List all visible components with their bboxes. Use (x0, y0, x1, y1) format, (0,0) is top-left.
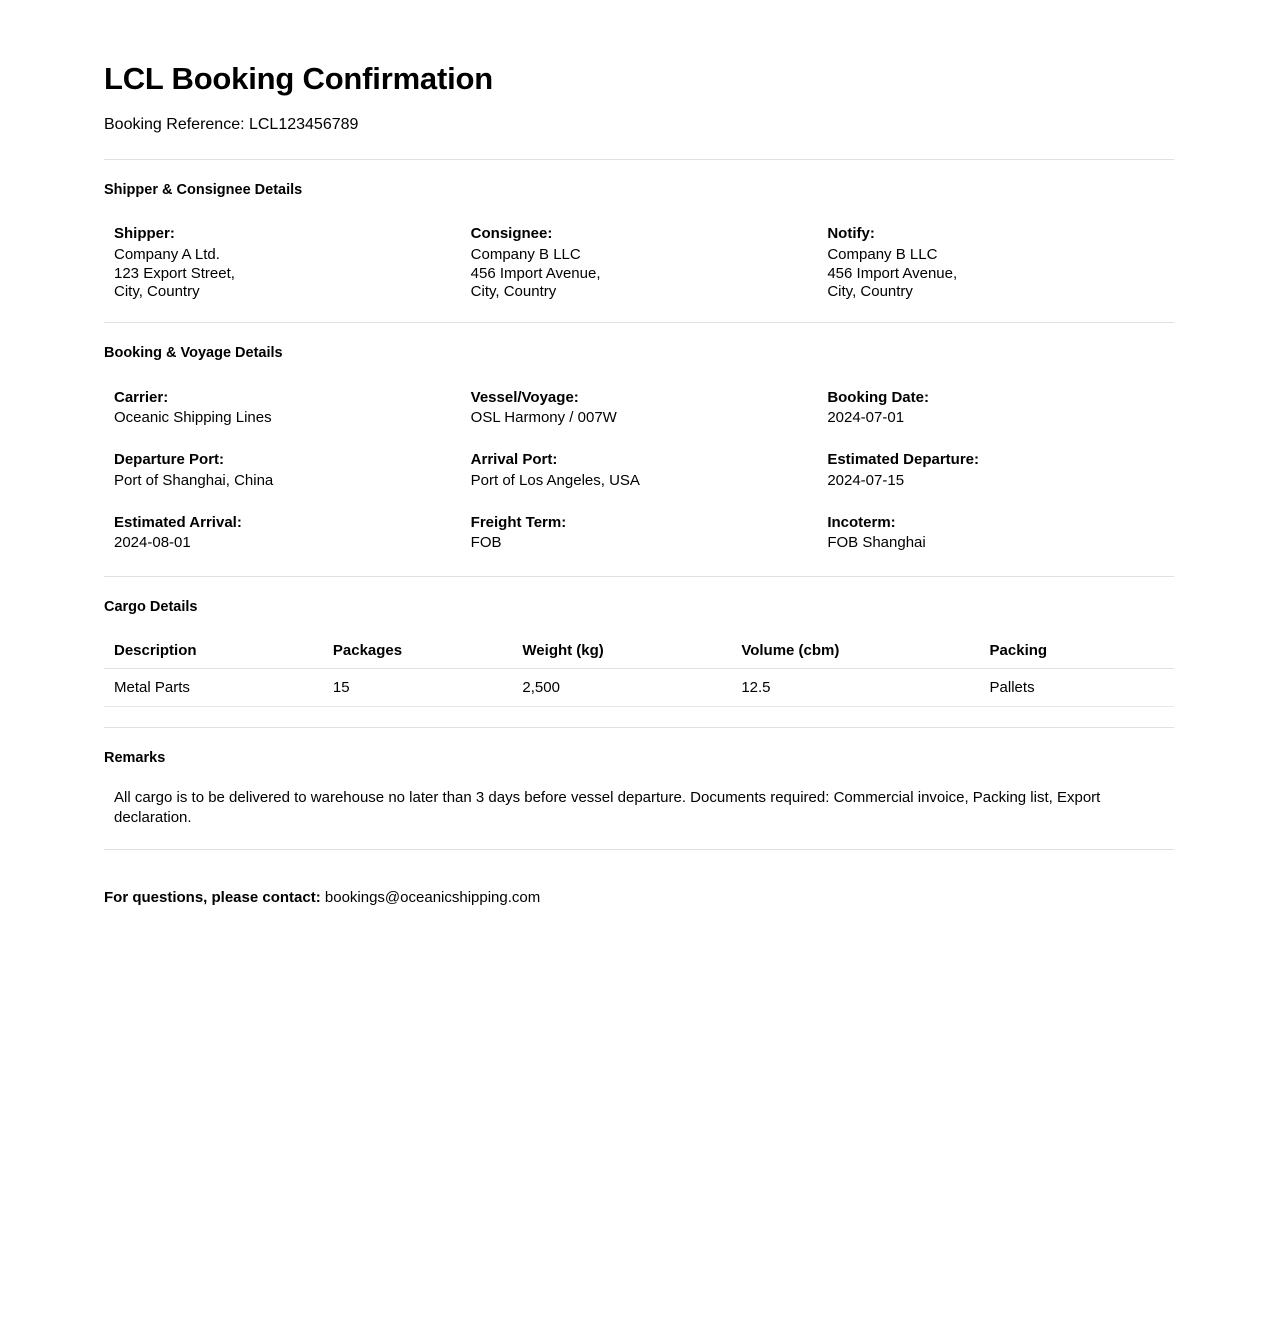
field-value: FOB (470, 534, 502, 552)
field-departure-port (104, 451, 461, 491)
field-label: Vessel/Voyage: (470, 388, 579, 406)
column-header-volume: Volume (cbm) (731, 642, 979, 669)
field-incoterm (817, 514, 1174, 554)
field-value: Oceanic Shipping Lines (114, 409, 272, 427)
field-value: Port of Shanghai, China (114, 471, 274, 489)
field-value: OSL Harmony / 007W (470, 409, 617, 427)
spacer (104, 707, 1174, 727)
party-block-notify (817, 225, 1174, 302)
field-value: 2024-08-01 (114, 534, 191, 552)
booking-reference: Booking Reference: LCL123456789 (104, 115, 359, 133)
party-block-shipper (104, 225, 461, 302)
field-vessel-voyage (461, 389, 818, 429)
party-line-street: 123 Export Street, (114, 264, 235, 282)
party-line-street: 456 Import Avenue, (827, 264, 958, 282)
contact-email: bookings@oceanicshipping.com (324, 889, 541, 907)
cell-packages: 15 (323, 669, 513, 707)
contact-label: For questions, please contact: (104, 889, 321, 907)
field-value: Port of Los Angeles, USA (470, 471, 640, 489)
party-line-city: City, Country (470, 283, 557, 301)
party-label-notify: Notify: (827, 225, 875, 243)
cargo-details-section (104, 577, 1174, 727)
field-value: FOB Shanghai (827, 534, 926, 552)
cell-volume: 12.5 (731, 669, 979, 707)
cargo-table-body (104, 669, 1174, 707)
party-label-shipper: Shipper: (114, 225, 175, 243)
field-value: 2024-07-01 (827, 409, 905, 427)
column-header-packing: Packing (980, 642, 1174, 669)
table-row (104, 669, 1174, 707)
spacer (104, 829, 1174, 849)
party-line-company: Company B LLC (470, 245, 581, 263)
cell-packing: Pallets (980, 669, 1174, 707)
cell-weight: 2,500 (512, 669, 731, 707)
party-line-company: Company B LLC (827, 245, 938, 263)
cell-description: Metal Parts (104, 669, 323, 707)
field-estimated-departure (817, 451, 1174, 491)
party-block-consignee (461, 225, 818, 302)
booking-voyage-section (104, 323, 1174, 576)
party-line-street: 456 Import Avenue, (470, 264, 601, 282)
remarks-text: All cargo is to be delivered to warehouse no later than 3 days before vessel departure. Documents required: Commercial invoice, Packing list, Export declaration. (114, 788, 1101, 827)
field-carrier (104, 389, 461, 429)
page-tail-space (104, 908, 1174, 1338)
field-arrival-port (461, 451, 818, 491)
section-heading-remarks: Remarks (104, 750, 166, 767)
column-header-description: Description (104, 642, 323, 669)
shipper-consignee-section (104, 160, 1174, 322)
field-freight-term (461, 514, 818, 554)
field-label: Estimated Arrival: (114, 513, 242, 531)
parties-columns (104, 225, 1174, 302)
column-header-weight: Weight (kg) (512, 642, 731, 669)
field-label: Arrival Port: (470, 451, 558, 468)
section-heading-cargo: Cargo Details (104, 599, 198, 615)
field-label: Estimated Departure: (827, 451, 980, 468)
section-heading-parties: Shipper & Consignee Details (104, 181, 303, 198)
cargo-table (104, 642, 1174, 707)
field-estimated-arrival (104, 514, 461, 554)
field-value: 2024-07-15 (827, 471, 905, 489)
column-header-packages: Packages (323, 642, 513, 669)
spacer (104, 302, 1174, 322)
cargo-table-head (104, 642, 1174, 669)
party-line-company: Company A Ltd. (114, 245, 220, 263)
table-header-row (104, 642, 1174, 669)
field-label: Incoterm: (827, 513, 896, 531)
field-label: Booking Date: (827, 388, 929, 406)
page-title: LCL Booking Confirmation (104, 61, 493, 96)
section-heading-voyage: Booking & Voyage Details (104, 345, 283, 362)
party-line-city: City, Country (114, 283, 200, 301)
party-label-consignee: Consignee: (470, 225, 553, 243)
field-label: Freight Term: (470, 513, 567, 531)
field-label: Carrier: (114, 388, 169, 406)
party-line-city: City, Country (827, 283, 913, 301)
field-booking-date (817, 389, 1174, 429)
remarks-section (104, 728, 1174, 849)
voyage-field-grid (104, 389, 1174, 577)
field-label: Departure Port: (114, 451, 225, 468)
footer-contact (104, 850, 1174, 908)
